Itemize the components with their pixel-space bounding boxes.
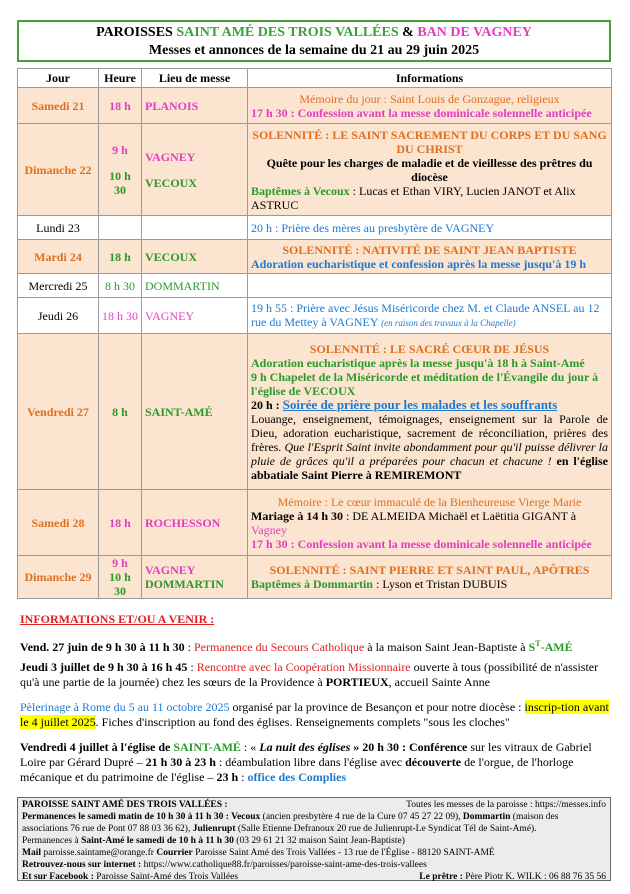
parish-name: SAINT AMÉ DES TROIS VALLÉES	[176, 25, 399, 40]
place-cell: VAGNEY DOMMARTIN	[142, 556, 248, 599]
table-row	[18, 490, 612, 556]
table-row	[18, 556, 612, 599]
table-header-row	[18, 69, 612, 88]
place-cell	[142, 216, 248, 240]
day-cell: Lundi 23	[18, 216, 99, 240]
day-cell: Dimanche 29	[18, 556, 99, 599]
table-row	[18, 88, 612, 124]
hour-cell: 18 h	[99, 490, 142, 556]
table-row	[18, 274, 612, 298]
ban-name: BAN DE VAGNEY	[417, 25, 532, 40]
facebook-link[interactable]: Paroisse Saint-Amé des Trois Vallées	[93, 872, 239, 882]
day-cell: Samedi 28	[18, 490, 99, 556]
info-cell: SOLENNITÉ : SAINT PIERRE ET SAINT PAUL, APÔTRES Baptêmes à Dommartin : Lyson et Tristan DUBUIS	[248, 556, 612, 599]
table-row	[18, 216, 612, 240]
table-row	[18, 124, 612, 216]
col-header-info: Informations	[248, 69, 612, 88]
col-header-day: Jour	[18, 69, 99, 88]
info-cell	[248, 274, 612, 298]
col-header-place: Lieu de messe	[142, 69, 248, 88]
website-link[interactable]: https://www.catholique88.fr/paroisses/paroisse-saint-ame-des-trois-vallees	[141, 860, 427, 870]
table-row	[18, 240, 612, 274]
info-cell: SOLENNITÉ : NATIVITÉ DE SAINT JEAN BAPTISTE Adoration eucharistique et confession après la messe jusqu'à 19 h	[248, 240, 612, 274]
messes-info-link[interactable]: Toutes les messes de la paroisse : https://messes.info	[406, 800, 606, 810]
place-cell: SAINT-AMÉ	[142, 334, 248, 490]
place-cell: VAGNEY	[142, 298, 248, 334]
place-cell: PLANOIS	[142, 88, 248, 124]
info-paragraph-nuit-eglises: Vendredi 4 juillet à l'église de SAINT-AMÉ : « La nuit des églises » 20 h 30 : Conférence sur les vitraux de Gabriel Loire par Gérard Dupré – 21 h 30 à 23 h : déambulation libre dans l'église avec découverte de l'orgue, de l'horloge mécanique et du patrimoine de l'église – 23 h : office des Complies	[20, 740, 592, 784]
info-paragraph-cooperation: Jeudi 3 juillet de 9 h 30 à 16 h 45 : Rencontre avec la Coopération Missionnaire ouverte à tous (possibilité de n'assister qu'à une partie de la journée) chez les sœurs de la Providence à PORTIEUX, accueil Sainte Anne	[20, 660, 599, 689]
place-cell: VECOUX	[142, 240, 248, 274]
info-cell: Mémoire : Le cœur immaculé de la Bienheureuse Vierge Marie Mariage à 14 h 30 : DE ALMEIDA Michaël et Laëtitia GIGANT à Vagney 17 h 30 : Confession avant la messe dominicale solennelle anticipée	[248, 490, 612, 556]
info-paragraph-pelerinage: Pèlerinage à Rome du 5 au 11 octobre 2025 organisé par la province de Besançon et pour notre diocèse : inscrip-tion avant le 4 juillet 2025. Fiches d'inscription au fond des églises. Renseignements complets "sous les cloches"	[20, 700, 609, 729]
email-link[interactable]: paroisse.saintame@orange.fr	[41, 848, 157, 858]
mass-schedule-table	[17, 68, 612, 599]
day-cell: Jeudi 26	[18, 298, 99, 334]
info-cell: SOLENNITÉ : LE SACRÉ CŒUR DE JÉSUS Adoration eucharistique après la messe jusqu'à 18 h à Saint-Amé 9 h Chapelet de la Miséricorde et méditation de l'Évangile du jour à l'église de VECOUX 20 h : Soirée de prière pour les malades et les souffrants Louange, enseignement, témoignages, enseignement sur la Parole de Dieu, adoration eucharistique, sacrement de réconciliation, prières des frères. Que l'Esprit Saint invite abondamment pour qu'il puisse délivrer la pluie de grâces qu'il a préparées pour chacun et chacune ! en l'église abbatiale Saint Pierre à REMIREMONT	[248, 334, 612, 490]
header-subtitle: Messes et annonces de la semaine du 21 au 29 juin 2025	[148, 43, 480, 58]
table-row	[18, 334, 612, 490]
hour-cell: 18 h	[99, 240, 142, 274]
table-row	[18, 298, 612, 334]
hour-cell: 9 h 10 h 30	[99, 556, 142, 599]
day-cell: Mercredi 25	[18, 274, 99, 298]
hour-cell: 8 h	[99, 334, 142, 490]
hour-cell	[99, 216, 142, 240]
infos-title: INFORMATIONS ET/OU A VENIR :	[20, 612, 215, 626]
info-cell: 20 h : Prière des mères au presbytère de VAGNEY	[248, 216, 612, 240]
info-cell: Mémoire du jour : Saint Louis de Gonzague, religieux 17 h 30 : Confession avant la messe dominicale solennelle anticipée	[248, 88, 612, 124]
day-cell: Mardi 24	[18, 240, 99, 274]
header-title: PAROISSES SAINT AMÉ DES TROIS VALLÉES & BAN DE VAGNEY	[96, 25, 532, 40]
hour-cell: 18 h	[99, 88, 142, 124]
day-cell: Vendredi 27	[18, 334, 99, 490]
info-cell: 19 h 55 : Prière avec Jésus Miséricorde chez M. et Claude ANSEL au 12 rue du Mettey à VAGNEY (en raison des travaux à la Chapelle)	[248, 298, 612, 334]
info-cell: SOLENNITÉ : LE SAINT SACREMENT DU CORPS ET DU SANG DU CHRIST Quête pour les charges de maladie et de vieillesse des prêtres du diocèse Baptêmes à Vecoux : Lucas et Ethan VIRY, Lucien JANOT et Alix ASTRUC	[248, 124, 612, 216]
place-cell: DOMMARTIN	[142, 274, 248, 298]
hour-cell: 18 h 30	[99, 298, 142, 334]
info-paragraph-secours: Vend. 27 juin de 9 h 30 à 11 h 30 : Permanence du Secours Catholique à la maison Saint Jean-Baptiste à $S^T$-AMÉ	[20, 639, 573, 654]
place-cell: ROCHESSON	[142, 490, 248, 556]
bulletin-header	[17, 20, 611, 62]
day-cell: Dimanche 22	[18, 124, 99, 216]
place-cell: VAGNEY VECOUX	[142, 124, 248, 216]
day-cell: Samedi 21	[18, 88, 99, 124]
footer-contact-box: PAROISSE SAINT AMÉ DES TROIS VALLÉES : Toutes les messes de la paroisse : https://messes.info Permanences le samedi matin de 10 h 30 à 11 h 30 : Vecoux (ancien presbytère 4 rue de la Cure 07 45 27 22 09), Dommartin (maison des associations 76 rue de Pont 07 88 03 36 62), Julienrupt (Salle Etienne Defranoux 20 rue de Julienrupt-Le Syndicat Tél de Saint-Amé). Permanences à Saint-Amé le samedi de 10 h à 11 h 30 (03 29 61 21 32 maison Saint Jean-Baptiste) Mail paroisse.saintame@orange.fr Courrier Paroisse Saint Amé des Trois Vallées - 13 rue de l'Église - 88120 SAINT-AMÉ Retrouvez-nous sur internet : https://www.catholique88.fr/paroisses/paroisse-saint-ame-des-trois-vallees Et sur Facebook : Paroisse Saint-Amé des Trois Vallées Le prêtre : Père Piotr K. WILK : 06 88 76 35 56	[17, 797, 611, 881]
col-header-hour: Heure	[99, 69, 142, 88]
hour-cell: 8 h 30	[99, 274, 142, 298]
hour-cell: 9 h 10 h 30	[99, 124, 142, 216]
